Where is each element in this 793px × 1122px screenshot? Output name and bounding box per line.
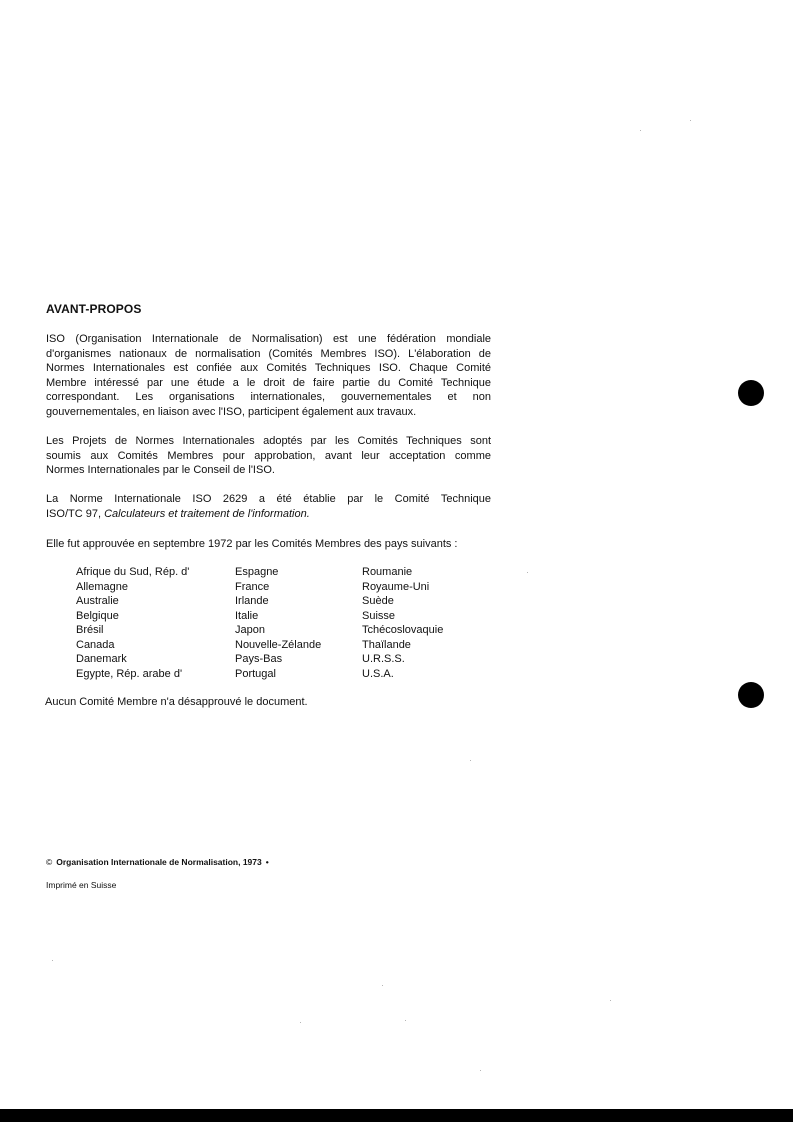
paragraph-line: soumis aux Comités Membres pour approbation, avant leur acceptation comme (46, 449, 491, 462)
paragraph-line: Normes Internationales par le Conseil de l'ISO. (46, 464, 275, 477)
committee-title: Calculateurs et traitement de l'information. (104, 507, 310, 520)
paragraph-line: Normes Internationales est confiée aux Comités Techniques ISO. Chaque Comité (46, 362, 491, 375)
punch-hole-icon (738, 380, 764, 406)
country-item: Japon (235, 624, 265, 636)
country-item: Thaïlande (362, 638, 411, 651)
scan-speck (480, 1070, 481, 1071)
paragraph-line: d'organismes nationaux de normalisation (Comités Membres ISO). L'élaboration de (46, 347, 491, 360)
scan-speck (405, 1020, 406, 1021)
scan-speck (527, 572, 528, 573)
country-item: Tchécoslovaquie (362, 624, 444, 636)
bullet-icon: • (265, 857, 269, 867)
paragraph-line: Elle fut approuvée en septembre 1972 par les Comités Membres des pays suivants : (46, 538, 458, 550)
paragraph-line: correspondant. Les organisations internationales, gouvernementales et non (46, 391, 491, 404)
country-item: Pays-Bas (235, 653, 283, 665)
scan-speck (470, 760, 471, 761)
country-item: Canada (76, 638, 115, 651)
country-item: Irlande (235, 595, 269, 607)
country-item: Australie (76, 595, 119, 607)
paragraph-iso-description (46, 332, 491, 420)
copyright-text: Organisation Internationale de Normalisation, 1973 (56, 857, 262, 867)
paragraph-no-disapproval: Aucun Comité Membre n'a désapprouvé le document. (45, 696, 308, 708)
country-item: Egypte, Rép. arabe d' (76, 667, 183, 680)
scan-speck (640, 130, 641, 131)
scan-speck (300, 1022, 301, 1023)
countries-column-3 (362, 565, 443, 681)
country-item: Allemagne (76, 580, 128, 593)
imprint-note: Imprimé en Suisse (46, 880, 117, 890)
copyright-symbol: © (46, 857, 53, 867)
scan-bottom-edge (0, 1109, 793, 1122)
paragraph-standard-origin (46, 492, 491, 521)
paragraph-approval (46, 537, 491, 552)
scan-speck (52, 960, 53, 961)
country-item: France (235, 580, 270, 593)
paragraph-draft-standards (46, 434, 491, 478)
country-item: Afrique du Sud, Rép. d' (76, 566, 190, 578)
country-item: Italie (235, 609, 259, 622)
country-item: U.R.S.S. (362, 653, 405, 665)
country-item: Royaume-Uni (362, 580, 430, 593)
country-item: Suisse (362, 609, 396, 622)
country-item: Espagne (235, 566, 279, 578)
punch-hole-icon (738, 682, 764, 708)
paragraph-line (46, 507, 491, 522)
paragraph-line: gouvernementales, en liaison avec l'ISO, participent également aux travaux. (46, 405, 417, 418)
country-item: Suède (362, 595, 394, 607)
country-item: Portugal (235, 667, 276, 680)
country-item: Brésil (76, 624, 104, 636)
scan-speck (382, 985, 383, 986)
country-item: Danemark (76, 653, 127, 665)
copyright-notice (46, 857, 269, 867)
scan-speck (610, 1000, 611, 1001)
scan-speck (690, 120, 691, 121)
country-item: Belgique (76, 609, 119, 622)
countries-column-2 (235, 565, 321, 681)
paragraph-line: La Norme Internationale ISO 2629 a été établie par le Comité Technique (46, 493, 491, 505)
section-heading: AVANT-PROPOS (46, 302, 142, 316)
paragraph-line: Les Projets de Normes Internationales adoptés par les Comités Techniques sont (46, 435, 491, 447)
paragraph-line: Membre intéressé par une étude a le droit de faire partie du Comité Technique (46, 376, 491, 389)
paragraph-line: ISO (Organisation Internationale de Normalisation) est une fédération mondiale (46, 333, 491, 345)
country-item: U.S.A. (362, 667, 394, 680)
country-item: Roumanie (362, 566, 413, 578)
country-item: Nouvelle-Zélande (235, 638, 322, 651)
countries-column-1 (76, 565, 189, 681)
committee-reference: ISO/TC 97, (46, 507, 105, 520)
